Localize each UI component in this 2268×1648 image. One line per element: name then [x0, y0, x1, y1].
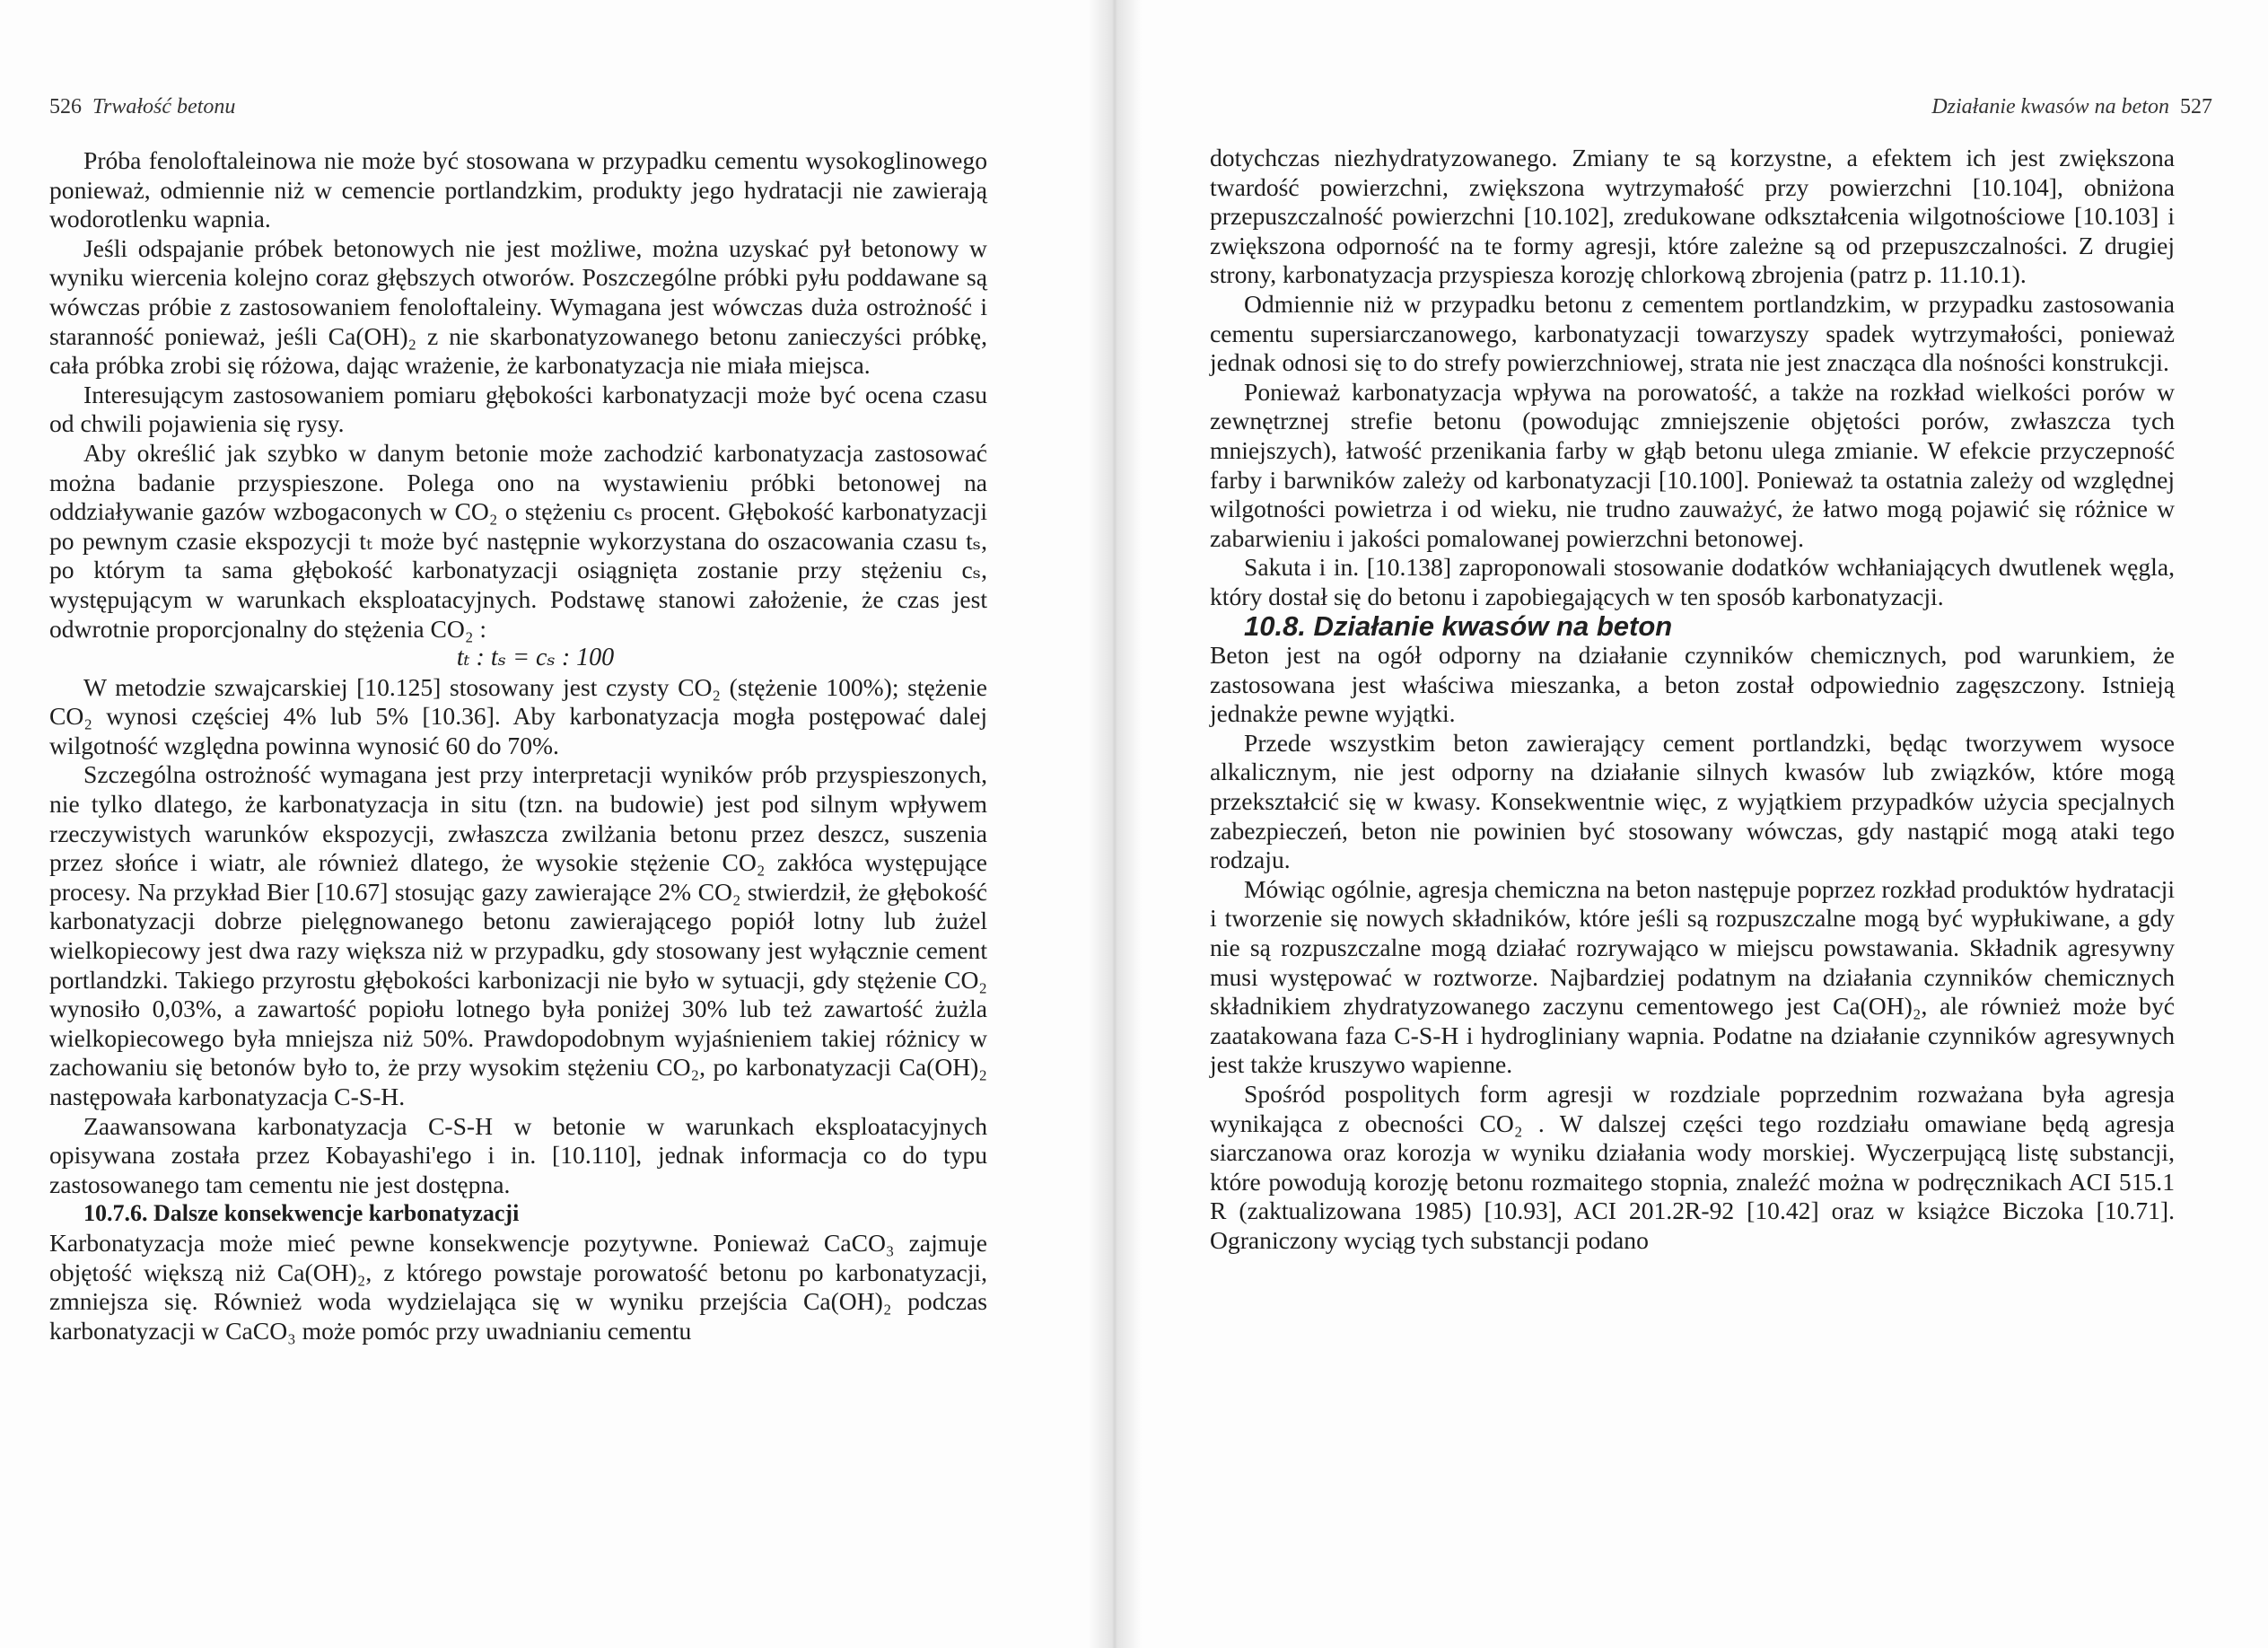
- paragraph: Próba fenoloftaleinowa nie może być stosowana w przypadku cementu wysokoglinowego ponieważ, odmiennie niż w cemencie portlandzkim, produkty jego hydratacji nie zawierają wodorotlenku wapnia.: [49, 146, 987, 233]
- paragraph: Ponieważ karbonatyzacja wpływa na porowatość, a także na rozkład wielkości porów w zewnętrznej strefie betonu (powodując zmniejszenie objętości porów, zwłaszcza tych mniejszych), łatwość przenikania farby w głąb betonu ulega zmianie. W efekcie przyczepność farby i barwników zależy od karbonatyzacji [10.100]. Ponieważ ta ostatnia zależy od względnej wilgotności powietrza i od wieku, nie trudno zauważyć, że łatwo mogą pojawić się różnice w zabarwieniu i jakości pomalowanej powierzchni betonowej.: [1210, 377, 2175, 552]
- formula: tₜ : tₛ = cₛ : 100: [456, 644, 615, 672]
- left-running-head: [49, 93, 235, 120]
- left-running-title: Trwałość betonu: [92, 95, 236, 118]
- paragraph: Interesującym zastosowaniem pomiaru głębokości karbonatyzacji może być ocena czasu od chwili pojawienia się rysy.: [49, 380, 987, 438]
- paragraph: Sakuta i in. [10.138] zaproponowali stosowanie dodatków wchłaniających dwutlenek węgla, który dostał się do betonu i zapobiegających w ten sposób karbonatyzacji.: [1210, 553, 2175, 610]
- right-text-block: [1210, 144, 2175, 1256]
- subsection-heading: 10.7.6. Dalsze konsekwencje karbonatyzacji: [83, 1200, 520, 1227]
- right-page: [1113, 0, 2268, 1648]
- right-page-number: 527: [2180, 95, 2212, 118]
- left-text-block: [49, 146, 987, 1346]
- paragraph: Aby określić jak szybko w danym betonie może zachodzić karbonatyzacja zastosować można badanie przyspieszone. Polega ono na wystawieniu próbki betonowej na oddziaływanie gazów wzbogaconych w CO₂ o stężeniu cₛ procent. Głębokość karbonatyzacji po pewnym czasie ekspozycji tₜ może być następnie wykorzystana do oszacowania czasu tₛ, po którym ta sama głębokość karbonatyzacji osiągnięta zostanie przy stężeniu cₛ, występującym w warunkach eksploatacyjnych. Podstawę stanowi założenie, że czas jest odwrotnie proporcjonalny do stężenia CO₂ :: [49, 438, 987, 643]
- paragraph: Zaawansowana karbonatyzacja C-S-H w betonie w warunkach eksploatacyjnych opisywana została przez Kobayashi'ego i in. [10.110], jednak informacja co do typu zastosowanego tam cementu nie jest dostępna.: [49, 1111, 987, 1198]
- book-gutter: [1088, 0, 1142, 1648]
- paragraph: Jeśli odspajanie próbek betonowych nie jest możliwe, można uzyskać pył betonowy w wyniku wiercenia kolejno coraz głębszych otworów. Poszczególne próbki pyłu poddawane są wówczas próbie z zastosowaniem fenoloftaleiny. Wymagana jest wówczas duża ostrożność i staranność ponieważ, jeśli Ca(OH)₂ z nie skarbonatyzowanego betonu zanieczyści próbkę, cała próbka zrobi się różowa, dając wrażenie, że karbonatyzacja nie miała miejsca.: [49, 233, 987, 380]
- right-running-title: Działanie kwasów na beton: [1931, 95, 2169, 118]
- paragraph: Karbonatyzacja może mieć pewne konsekwencje pozytywne. Ponieważ CaCO₃ zajmuje objętość większą niż Ca(OH)₂, z którego powstaje porowatość betonu po karbonatyzacji, zmniejsza się. Również woda wydzielająca się w wyniku przejścia Ca(OH)₂ podczas karbonatyzacji w CaCO₃ może pomóc przy uwadnianiu cementu: [49, 1228, 987, 1345]
- paragraph: Spośród pospolitych form agresji w rozdziale poprzednim rozważana była agresja wynikająca z obecności CO₂ . W dalszej części tego rozdziału omawiane będą agresja siarczanowa oraz korozja w wyniku działania wody morskiej. Wyczerpującą listę substancji, które powodują korozję betonu rozmaitego stopnia, znaleźć można w podręcznikach ACI 515.1 R (zaktualizowana 1985) [10.93], ACI 201.2R-92 [10.42] oraz w książce Biczoka [10.71]. Ograniczony wyciąg tych substancji podano: [1210, 1080, 2175, 1254]
- right-running-head: [1931, 93, 2212, 120]
- paragraph: Mówiąc ogólnie, agresja chemiczna na beton następuje poprzez rozkład produktów hydratacji i tworzenie się nowych składników, które jeśli są rozpuszczalne mogą być wypłukiwane, a gdy nie są rozpuszczalne mogą działać rozrywająco w miejscu powstawania. Składnik agresywny musi występować w roztworze. Najbardziej podatnym na działania czynników chemicznych składnikiem zhydratyzowanego zaczynu cementowego jest Ca(OH)₂, ale również może być zaatakowana faza C-S-H i hydrogliniany wapnia. Podatne na działanie czynników agresywnych jest także kruszywo wapienne.: [1210, 874, 2175, 1079]
- left-page-number: 526: [49, 95, 82, 118]
- paragraph: Odmiennie niż w przypadku betonu z cementem portlandzkim, w przypadku zastosowania cementu supersiarczanowego, karbonatyzacji towarzyszy spadek wytrzymałości, ponieważ jednak odnosi się to do strefy powierzchniowej, strata nie jest znacząca dla nośności konstrukcji.: [1210, 289, 2175, 377]
- left-page: [0, 0, 1113, 1648]
- paragraph: Szczególna ostrożność wymagana jest przy interpretacji wyników prób przyspieszonych, nie tylko dlatego, że karbonatyzacja in situ (tzn. na budowie) jest pod silnym wpływem rzeczywistych warunków ekspozycji, zwłaszcza zwilżania betonu przez deszcz, suszenia przez słońce i wiatr, ale również dlatego, że wysokie stężenie CO₂ zakłóca występujące procesy. Na przykład Bier [10.67] stosując gazy zawierające 2% CO₂ stwierdził, że głębokość karbonatyzacji dobrze pielęgnowanego betonu zawierającego popiół lotny lub żużel wielkopiecowy jest dwa razy większa niż w przypadku, gdy stosowany jest wyłącznie cement portlandzki. Takiego przyrostu głębokości karbonizacji nie było w sytuacji, gdy stężenie CO₂ wynosiło 0,03%, a zawartość popiołu lotnego była poniżej 30% lub też zawartość żużla wielkopiecowego była mniejsza niż 50%. Prawdopodobnym wyjaśnieniem takiej różnicy w zachowaniu się betonów było to, że przy wysokim stężeniu CO₂, po karbonatyzacji Ca(OH)₂ następowała karbonatyzacja C-S-H.: [49, 760, 987, 1110]
- section-heading: 10.8. Działanie kwasów na beton: [1244, 609, 1673, 642]
- paragraph: Beton jest na ogół odporny na działanie czynników chemicznych, pod warunkiem, że zastosowana jest właściwa mieszanka, a beton został odpowiednio zagęszczony. Istnieją jednakże pewne wyjątki.: [1210, 641, 2175, 728]
- paragraph: Przede wszystkim beton zawierający cement portlandzki, będąc tworzywem wysoce alkalicznym, nie jest odporny na działanie silnych kwasów lub związków, które mogą przekształcić się w kwasy. Konsekwentnie więc, z wyjątkiem przypadków użycia specjalnych zabezpieczeń, beton nie powinien być stosowany wówczas, gdy nastąpić mogą ataki tego rodzaju.: [1210, 728, 2175, 874]
- paragraph: W metodzie szwajcarskiej [10.125] stosowany jest czysty CO₂ (stężenie 100%); stężenie CO₂ wynosi częściej 4% lub 5% [10.36]. Aby karbonatyzacja mogła postępować dalej wilgotność względna powinna wynosić 60 do 70%.: [49, 672, 987, 759]
- paragraph: dotychczas niezhydratyzowanego. Zmiany te są korzystne, a efektem ich jest zwiększona twardość powierzchni, zwiększona wytrzymałość przy powierzchni [10.104], obniżona przepuszczalność powierzchni [10.102], zredukowane odkształcenia wilgotnościowe [10.103] i zwiększona odporność na te formy agresji, które zależne są od przepuszczalności. Z drugiej strony, karbonatyzacja przyspiesza korozję chlorkową zbrojenia (patrz p. 11.10.1).: [1210, 144, 2175, 289]
